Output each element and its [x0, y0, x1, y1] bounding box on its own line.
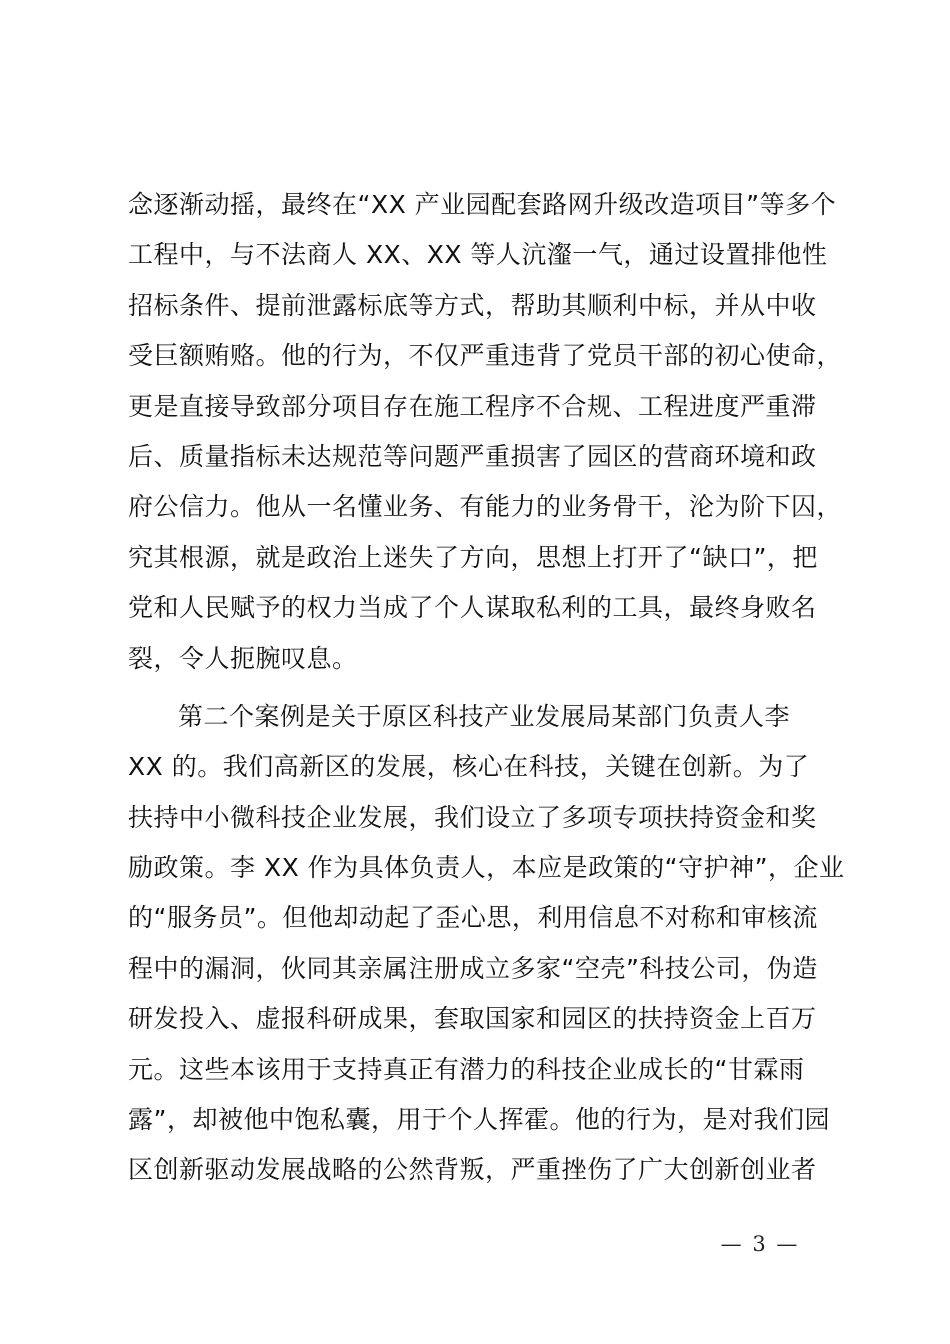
text-line: 程中的漏洞，伙同其亲属注册成立多家“空壳”科技公司，伪造: [128, 953, 818, 983]
text-line: 元。这些本该用于支持真正有潜力的科技企业成长的“甘霖雨: [128, 1054, 805, 1084]
text-line: 扶持中小微科技企业发展，我们设立了多项专项扶持资金和奖: [128, 802, 817, 832]
text-line: 府公信力。他从一名懂业务、有能力的业务骨干，沦为阶下囚，: [128, 492, 843, 522]
text-line: 裂，令人扼腕叹息。: [128, 643, 358, 673]
paragraph-gap: [128, 684, 858, 692]
text-line: 后、质量指标未达规范等问题严重损害了园区的营商环境和政: [128, 441, 817, 471]
text-line: 招标条件、提前泄露标底等方式，帮助其顺利中标，并从中收: [128, 290, 817, 320]
text-line: 工程中，与不法商人 XX、XX 等人沆瀣一气，通过设置排他性: [128, 240, 828, 270]
text-line: 研发投入、虚报科研成果，套取国家和园区的扶持资金上百万: [128, 1004, 817, 1034]
text-line: XX 的。我们高新区的发展，核心在科技，关键在创新。为了: [128, 752, 810, 782]
text-line: 第二个案例是关于原区科技产业发展局某部门负责人李: [178, 701, 791, 731]
text-line: 的“服务员”。但他却动起了歪心思，利用信息不对称和审核流: [128, 903, 818, 933]
text-line: 更是直接导致部分项目存在施工程序不合规、工程进度严重滞: [128, 391, 817, 421]
paragraph-1: [128, 180, 858, 684]
text-line: 究其根源，就是政治上迷失了方向，思想上打开了“缺口”，把: [128, 542, 818, 572]
page-number: — 3 —: [720, 1232, 800, 1256]
text-line: 励政策。李 XX 作为具体负责人，本应是政策的“守护神”，企业: [128, 853, 845, 883]
paragraph-2: [128, 692, 858, 1196]
text-line: 党和人民赋予的权力当成了个人谋取私利的工具，最终身败名: [128, 593, 817, 623]
text-line: 受巨额贿赂。他的行为，不仅严重违背了党员干部的初心使命，: [128, 341, 843, 371]
text-line: 露”，却被他中饱私囊，用于个人挥霍。他的行为，是对我们园: [128, 1105, 830, 1135]
text-line: 区创新驱动发展战略的公然背叛，严重挫伤了广大创新创业者: [128, 1155, 817, 1185]
text-line: 念逐渐动摇，最终在“XX 产业园配套路网升级改造项目”等多个: [128, 190, 837, 219]
body-text: [128, 180, 858, 1196]
